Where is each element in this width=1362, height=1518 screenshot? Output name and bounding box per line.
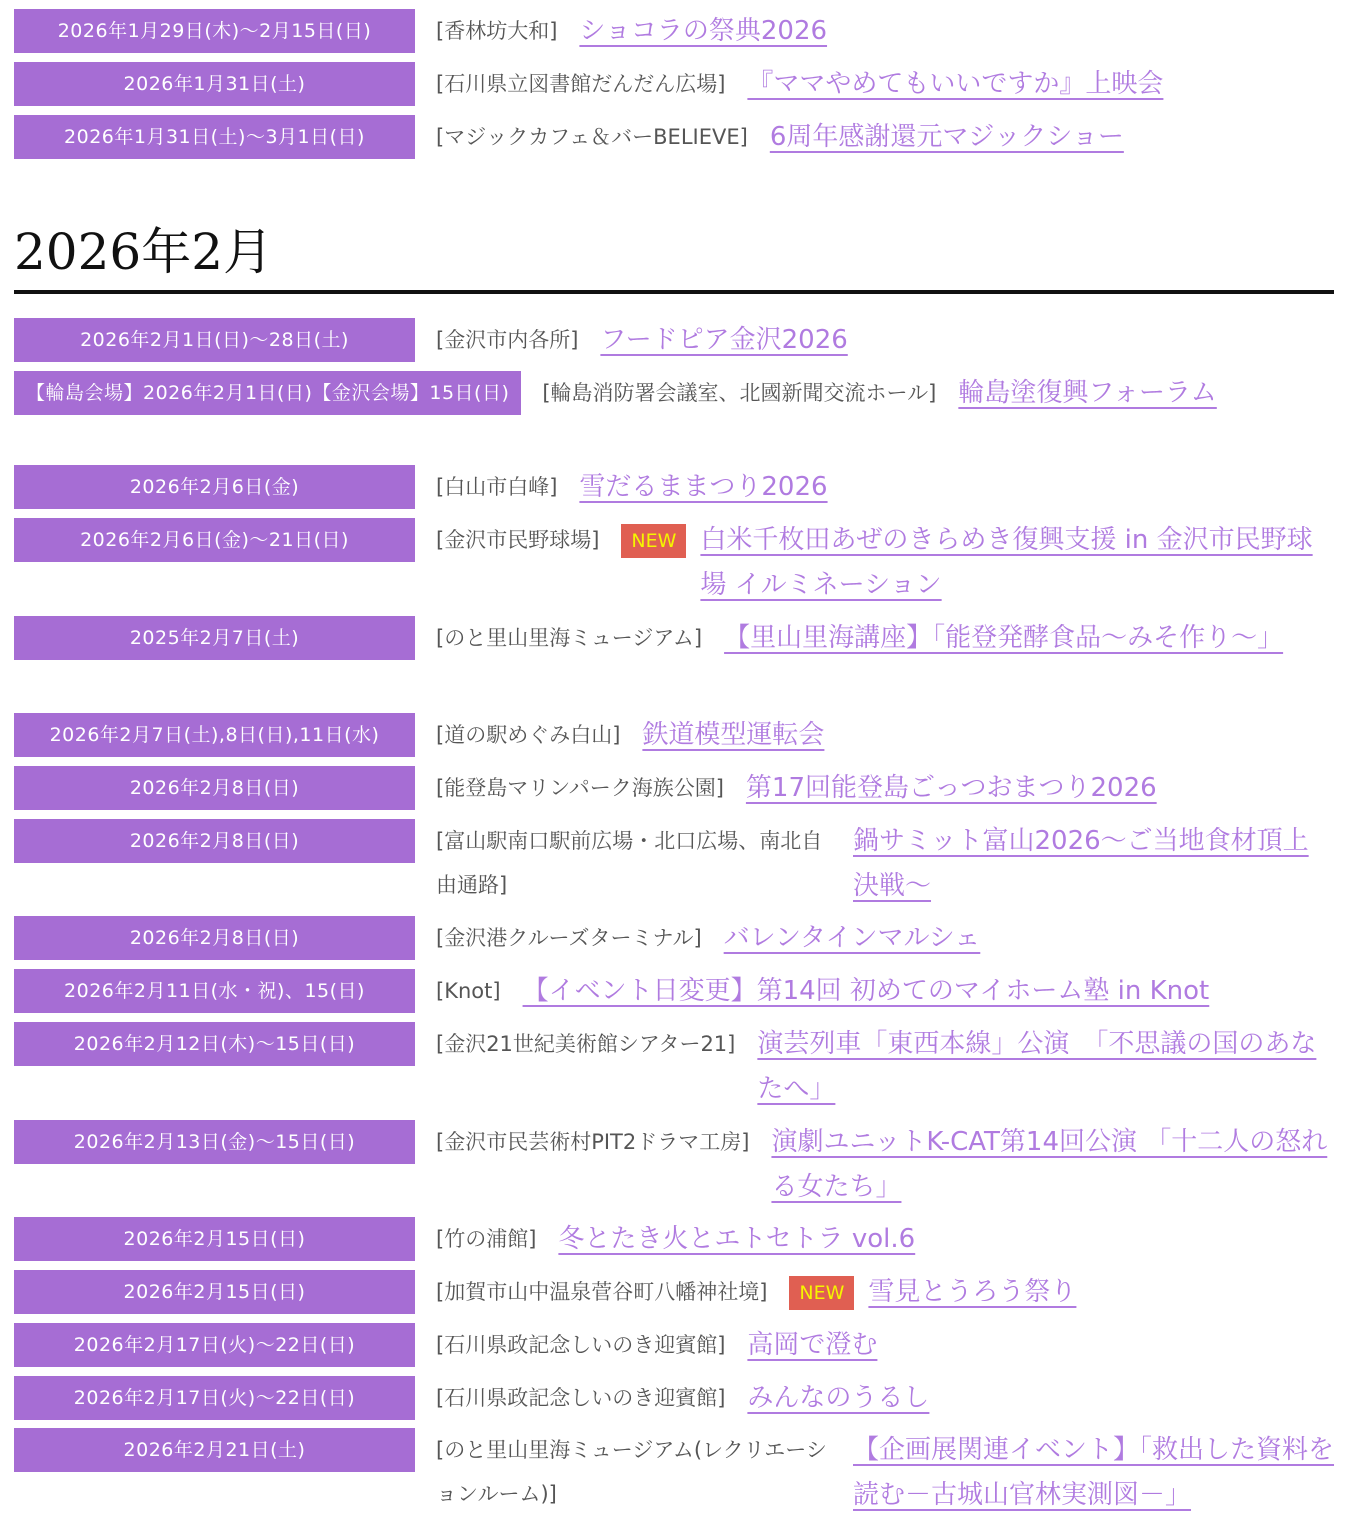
event-date: 2026年2月15日(日): [14, 1217, 415, 1261]
event-row: [14, 318, 1334, 363]
new-badge: NEW: [789, 1276, 854, 1310]
event-title-link[interactable]: みんなのうるし: [747, 1383, 930, 1413]
month-heading: 2026年2月: [14, 223, 274, 281]
event-venue: [加賀市山中温泉菅谷町八幡神社境]: [436, 1280, 768, 1304]
event-date: 2026年2月7日(土),8日(日),11日(水): [14, 713, 415, 757]
event-date: 2026年2月13日(金)～15日(日): [14, 1120, 415, 1164]
event-title-link[interactable]: 6周年感謝還元マジックショー: [769, 122, 1124, 152]
event-row: [14, 969, 1334, 1014]
event-row: [14, 1428, 1334, 1518]
event-venue: [石川県政記念しいのき迎賓館]: [436, 1386, 726, 1410]
event-date: 2025年2月7日(土): [14, 616, 415, 660]
event-row: [14, 819, 1334, 909]
event-venue: [金沢港クルーズターミナル]: [436, 926, 702, 950]
event-date: 【輪島会場】2026年2月1日(日)【金沢会場】15日(日): [14, 371, 521, 415]
event-row: [14, 518, 1334, 608]
event-venue: [金沢市民芸術村PIT2ドラマ工房]: [436, 1130, 750, 1154]
event-row: [14, 1270, 1334, 1315]
event-title-link[interactable]: 演劇ユニットK-CAT第14回公演 「十二人の怒れる女たち」: [771, 1127, 1328, 1202]
event-venue: [白山市白峰]: [436, 475, 558, 499]
event-title-link[interactable]: フードピア金沢2026: [600, 325, 848, 355]
event-row: [14, 1217, 1334, 1262]
event-date: 2026年2月17日(火)～22日(日): [14, 1323, 415, 1367]
event-date: 2026年1月29日(木)～2月15日(日): [14, 9, 415, 53]
event-row: [14, 115, 1334, 160]
event-title-link[interactable]: 鉄道模型運転会: [642, 720, 825, 750]
event-title-link[interactable]: 【里山里海講座】「能登発酵食品～みそ作り～」: [724, 623, 1284, 653]
event-date: 2026年2月21日(土): [14, 1428, 415, 1472]
event-title-link[interactable]: 鍋サミット富山2026～ご当地食材頂上決戦～: [853, 826, 1309, 901]
new-badge: NEW: [621, 524, 686, 558]
event-title-link[interactable]: 第17回能登島ごっつおまつり2026: [745, 773, 1157, 803]
event-row: [14, 713, 1334, 758]
event-venue: [金沢市内各所]: [436, 328, 579, 352]
event-date: 2026年2月8日(日): [14, 916, 415, 960]
event-date: 2026年2月15日(日): [14, 1270, 415, 1314]
event-title-link[interactable]: 輪島塗復興フォーラム: [958, 378, 1217, 408]
event-title-link[interactable]: ショコラの祭典2026: [579, 16, 828, 46]
month-divider: [14, 290, 1334, 294]
event-title-link[interactable]: 【企画展関連イベント】「救出した資料を読む－古城山官林実測図－」: [853, 1435, 1335, 1510]
event-venue: [金沢市民野球場]: [436, 528, 600, 552]
event-venue: [のと里山里海ミュージアム(レクリエーションルーム)]: [436, 1438, 827, 1506]
event-row: [14, 1120, 1334, 1210]
event-title-link[interactable]: 『ママやめてもいいですか』上映会: [747, 69, 1164, 99]
event-date: 2026年2月8日(日): [14, 819, 415, 863]
event-row: [14, 1323, 1334, 1368]
event-venue: [Knot]: [436, 979, 501, 1003]
event-row: [14, 616, 1334, 661]
event-title-link[interactable]: バレンタインマルシェ: [723, 923, 981, 953]
event-venue: [香林坊大和]: [436, 19, 558, 43]
event-date: 2026年2月8日(日): [14, 766, 415, 810]
event-title-link[interactable]: 【イベント日変更】第14回 初めてのマイホーム塾 in Knot: [522, 976, 1210, 1006]
event-venue: [道の駅めぐみ白山]: [436, 723, 621, 747]
event-date: 2026年2月6日(金): [14, 465, 415, 509]
event-date: 2026年2月1日(日)～28日(土): [14, 318, 415, 362]
event-date: 2026年2月17日(火)～22日(日): [14, 1376, 415, 1420]
event-date: 2026年2月12日(木)～15日(日): [14, 1022, 415, 1066]
event-venue: [富山駅南口駅前広場・北口広場、南北自由通路]: [436, 829, 823, 897]
event-venue: [マジックカフェ＆バーBELIEVE]: [436, 125, 748, 149]
event-title-link[interactable]: 白米千枚田あぜのきらめき復興支援 in 金沢市民野球場 イルミネーション: [700, 525, 1313, 600]
event-title-link[interactable]: 高岡で澄む: [747, 1330, 878, 1360]
event-row: [14, 465, 1334, 510]
event-date: 2026年1月31日(土): [14, 62, 415, 106]
event-title-link[interactable]: 雪見とうろう祭り: [868, 1277, 1077, 1307]
event-venue: [輪島消防署会議室、北國新聞交流ホール]: [542, 381, 937, 405]
event-row: [14, 916, 1334, 961]
event-venue: [金沢21世紀美術館シアター21]: [436, 1032, 736, 1056]
event-row: [14, 1022, 1334, 1112]
event-venue: [竹の浦館]: [436, 1227, 537, 1251]
event-title-link[interactable]: 演芸列車「東西本線」公演 「不思議の国のあなたへ」: [757, 1029, 1317, 1104]
event-row: [14, 766, 1334, 811]
event-title-link[interactable]: 冬とたき火とエトセトラ vol.6: [558, 1224, 916, 1254]
event-row: [14, 62, 1334, 107]
event-row: [14, 1376, 1334, 1421]
event-venue: [能登島マリンパーク海族公園]: [436, 776, 724, 800]
event-row: [14, 9, 1334, 54]
event-date: 2026年2月11日(水・祝)、15(日): [14, 969, 415, 1013]
event-date: 2026年1月31日(土)～3月1日(日): [14, 115, 415, 159]
event-title-link[interactable]: 雪だるままつり2026: [579, 472, 828, 502]
event-venue: [石川県政記念しいのき迎賓館]: [436, 1333, 726, 1357]
event-date: 2026年2月6日(金)～21日(日): [14, 518, 415, 562]
event-row: [14, 371, 1334, 416]
event-venue: [石川県立図書館だんだん広場]: [436, 72, 726, 96]
event-venue: [のと里山里海ミュージアム]: [436, 626, 703, 650]
